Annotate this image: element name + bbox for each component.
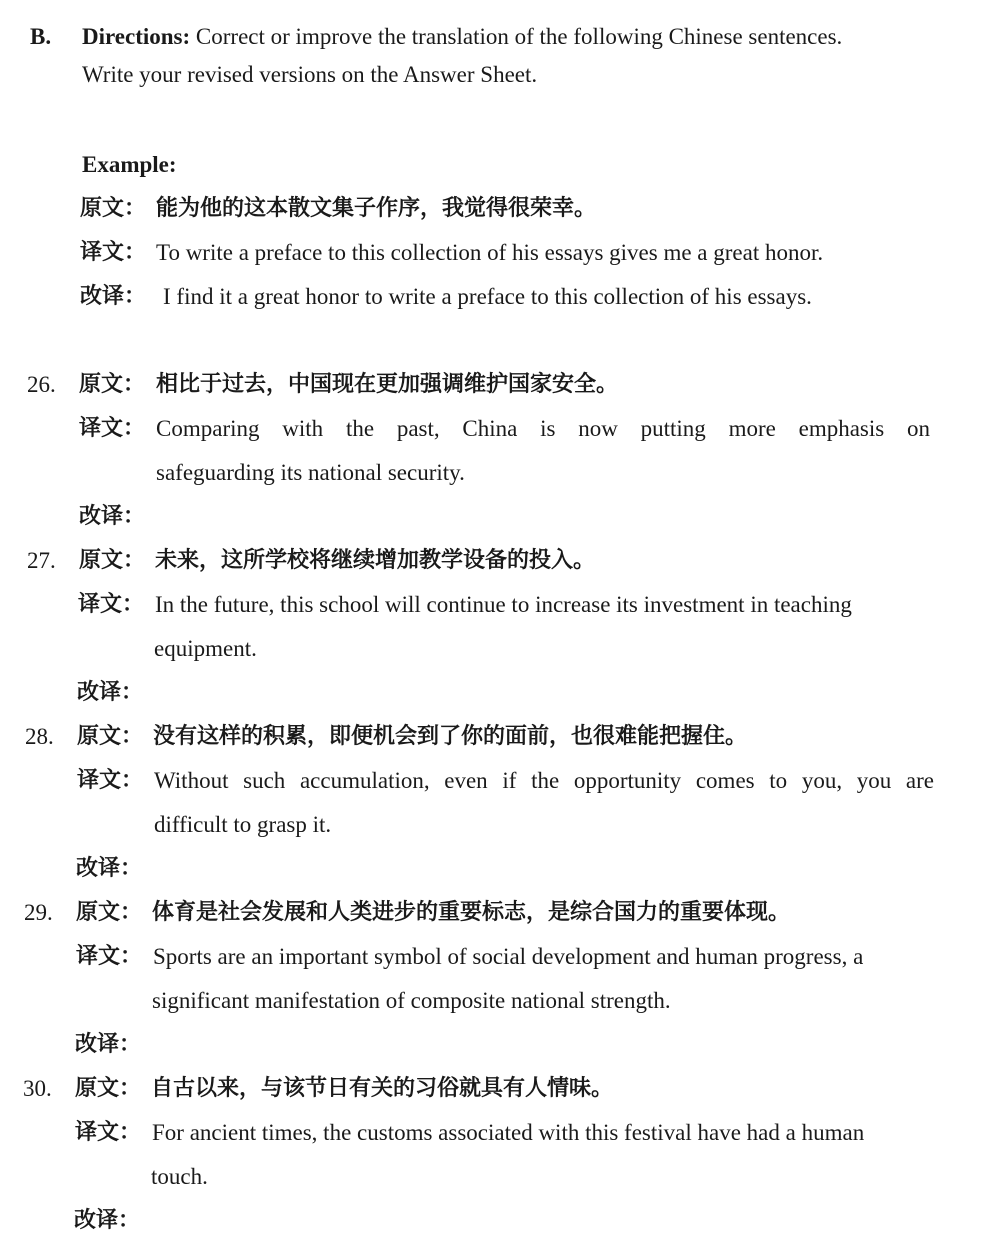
example-original-label: 原文：: [80, 196, 147, 221]
item-translation-line-1: Without such accumulation, even if the opportunity comes to you, you are: [154, 768, 934, 793]
example-translation-label: 译文：: [80, 240, 147, 265]
item-number: 29.: [24, 900, 53, 925]
item-original-text: 未来，这所学校将继续增加教学设备的投入。: [155, 548, 596, 573]
item-original-text: 自古以来，与该节日有关的习俗就具有人情味。: [151, 1076, 614, 1101]
item-translation-line-1: Comparing with the past, China is now putting more emphasis on: [156, 416, 930, 441]
item-original-label: 原文：: [76, 900, 143, 925]
item-translation-label: 译文：: [76, 944, 143, 969]
item-original-text: 体育是社会发展和人类进步的重要标志，是综合国力的重要体现。: [152, 900, 791, 925]
directions-line-2: Write your revised versions on the Answer Sheet.: [82, 62, 538, 87]
item-revision-label: 改译：: [75, 1032, 142, 1057]
example-revision-label: 改译：: [80, 284, 147, 309]
item-original-label: 原文：: [79, 372, 146, 397]
example-original-text: 能为他的这本散文集子作序，我觉得很荣幸。: [156, 196, 597, 221]
item-translation-label: 译文：: [79, 416, 146, 441]
item-translation-label: 译文：: [75, 1120, 142, 1145]
directions-line-1: [82, 22, 934, 52]
item-revision-label: 改译：: [74, 1208, 141, 1233]
item-translation-label: 译文：: [77, 768, 144, 793]
directions-label: Directions:: [82, 24, 191, 49]
item-number: 28.: [25, 724, 54, 749]
item-original-label: 原文：: [79, 548, 146, 573]
item-number: 26.: [27, 372, 56, 397]
item-translation-line-1: In the future, this school will continue to increase its investment in teaching: [155, 592, 852, 617]
item-original-text: 相比于过去，中国现在更加强调维护国家安全。: [156, 372, 619, 397]
item-translation-line-2: safeguarding its national security.: [156, 460, 465, 485]
item-translation-line-1: For ancient times, the customs associated with this festival have had a human: [152, 1120, 865, 1145]
item-translation-line-2: difficult to grasp it.: [154, 812, 332, 837]
item-revision-label: 改译：: [76, 856, 143, 881]
item-translation-line-2: touch.: [151, 1164, 208, 1189]
item-translation-label: 译文：: [78, 592, 145, 617]
item-original-label: 原文：: [75, 1076, 142, 1101]
item-revision-label: 改译：: [79, 504, 146, 529]
item-translation-line-1: Sports are an important symbol of social development and human progress, a: [153, 944, 864, 969]
example-revision-text: I find it a great honor to write a preface to this collection of his essays.: [163, 284, 812, 309]
item-number: 30.: [23, 1076, 52, 1101]
item-original-text: 没有这样的积累，即便机会到了你的面前，也很难能把握住。: [153, 724, 748, 749]
section-letter: B.: [30, 24, 52, 49]
item-translation-line-2: equipment.: [154, 636, 257, 661]
example-translation-text: To write a preface to this collection of his essays gives me a great honor.: [156, 240, 824, 265]
item-revision-label: 改译：: [77, 680, 144, 705]
item-translation-line-2: significant manifestation of composite national strength.: [152, 988, 671, 1013]
item-original-label: 原文：: [77, 724, 144, 749]
example-heading: Example:: [82, 152, 177, 177]
item-number: 27.: [27, 548, 56, 573]
directions-text: Correct or improve the translation of the following Chinese sentences.: [190, 24, 843, 49]
